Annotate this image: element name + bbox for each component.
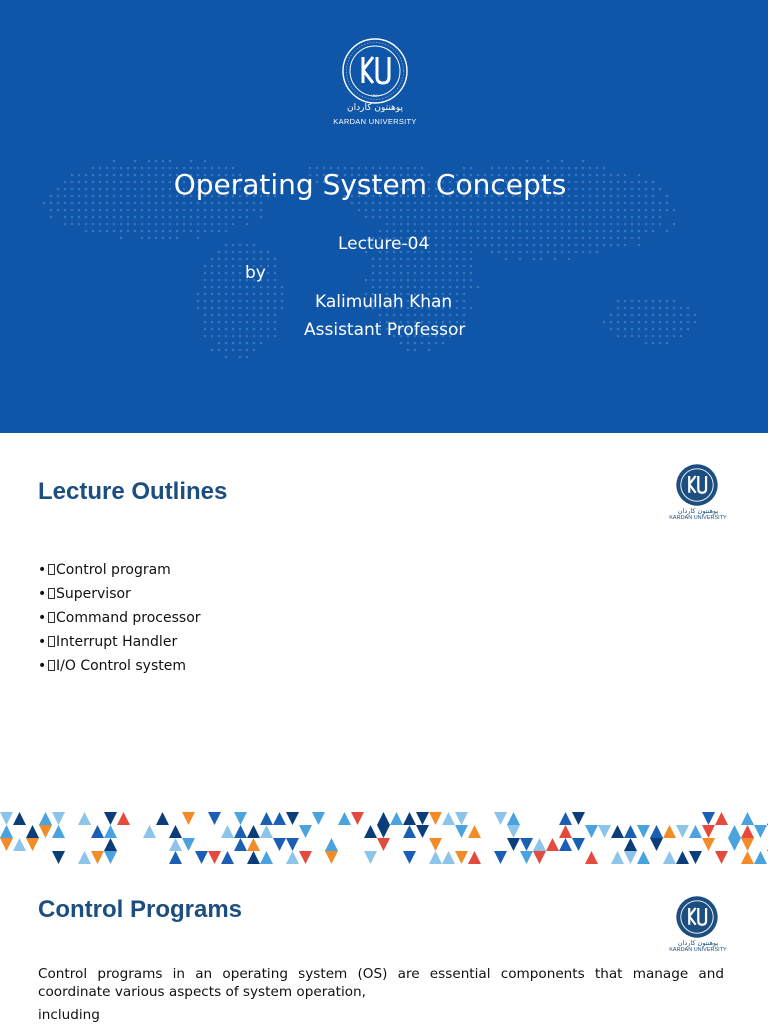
control-programs-continuation: including bbox=[38, 1007, 100, 1023]
kardan-university-seal-icon bbox=[675, 895, 719, 939]
svg-text:۱۳۸۱: ۱۳۸۱ bbox=[370, 93, 380, 98]
author-position: Assistant Professor bbox=[304, 320, 466, 340]
university-name-english: KARDAN UNIVERSITY bbox=[669, 515, 727, 521]
university-name-arabic: پوهنتون کاردان bbox=[677, 507, 719, 515]
kardan-university-seal-icon bbox=[675, 463, 719, 507]
outline-slide bbox=[0, 433, 768, 800]
control-programs-slide bbox=[0, 870, 768, 1024]
missing-glyph-box-icon bbox=[48, 564, 55, 575]
control-programs-heading: Control Programs bbox=[38, 896, 243, 923]
title-slide bbox=[0, 0, 768, 433]
university-name-arabic: پوهنتون کاردان bbox=[677, 939, 719, 947]
lecture-number: Lecture-04 bbox=[338, 234, 430, 254]
list-item: • Interrupt Handler bbox=[38, 634, 178, 650]
university-name-english: KARDAN UNIVERSITY bbox=[333, 117, 417, 126]
control-programs-paragraph: Control programs in an operating system (OS) are essential components that manage and coordinate various aspects of system operation, bbox=[38, 966, 724, 1000]
outline-heading: Lecture Outlines bbox=[38, 478, 228, 505]
missing-glyph-box-icon bbox=[48, 660, 55, 671]
university-name-english: KARDAN UNIVERSITY bbox=[669, 947, 727, 953]
missing-glyph-box-icon bbox=[48, 588, 55, 599]
list-item: • Command processor bbox=[38, 610, 201, 626]
list-item: • I/O Control system bbox=[38, 658, 186, 674]
missing-glyph-box-icon bbox=[48, 636, 55, 647]
author-name: Kalimullah Khan bbox=[315, 292, 453, 312]
list-item: • Control program bbox=[38, 562, 171, 578]
triangle-pattern-band-icon bbox=[0, 812, 768, 864]
by-label: by bbox=[245, 263, 266, 283]
missing-glyph-box-icon bbox=[48, 612, 55, 623]
university-name-arabic: پوهنتون کاردان bbox=[347, 103, 403, 113]
outline-list bbox=[38, 558, 201, 678]
presentation-title: Operating System Concepts bbox=[173, 168, 567, 201]
kardan-university-seal-icon bbox=[341, 37, 409, 105]
list-item: • Supervisor bbox=[38, 586, 131, 602]
